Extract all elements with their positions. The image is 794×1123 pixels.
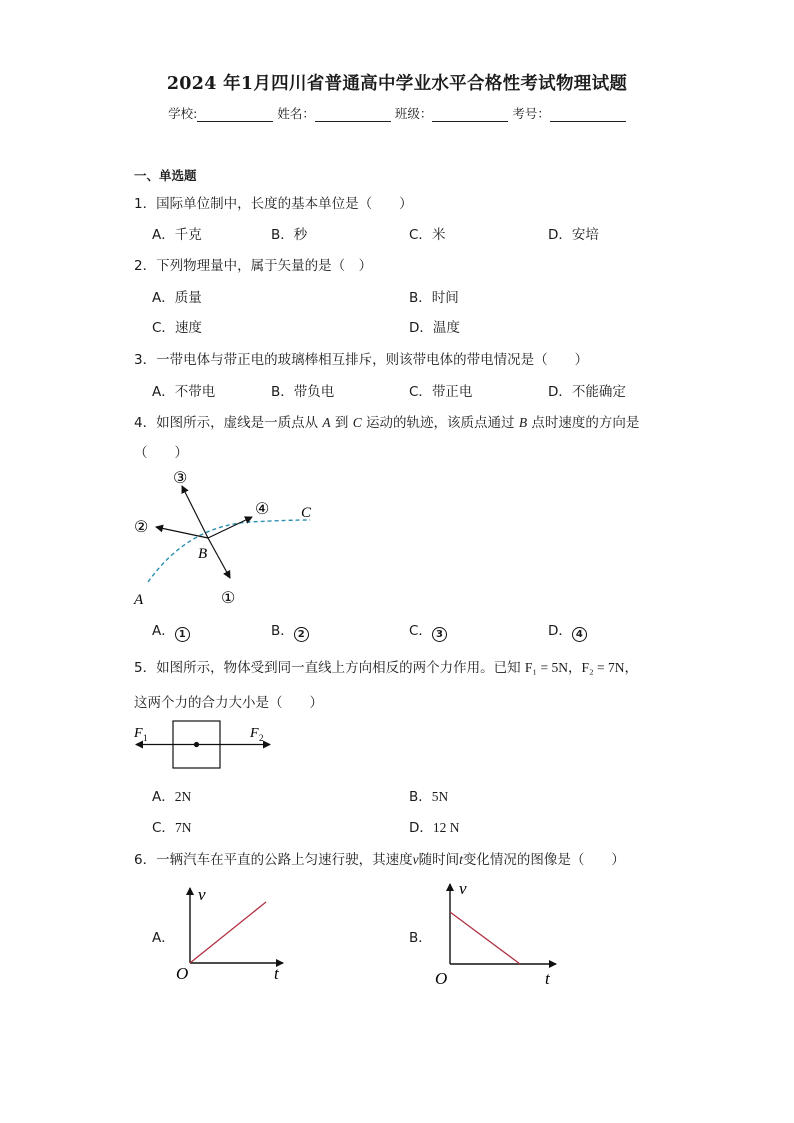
q4-option-a[interactable]: A． 1 — [152, 619, 190, 642]
q1-option-c[interactable]: C．米 — [409, 227, 446, 243]
axis-label-t: t — [274, 964, 279, 983]
q2-option-b[interactable]: B．时间 — [409, 290, 459, 306]
q5-option-d[interactable]: D．12 N — [409, 820, 460, 836]
page-title: 2024 年1月四川省普通高中学业水平合格性考试物理试题 — [166, 74, 628, 94]
q6-graph-a[interactable] — [170, 880, 290, 990]
label-a: A — [134, 592, 144, 608]
question-4-stem-line2: （ ） — [134, 445, 188, 461]
exam-no-blank[interactable] — [550, 107, 626, 122]
q4-option-b[interactable]: B． 2 — [271, 619, 309, 642]
label-f2-sub: 2 — [259, 733, 264, 743]
q3-option-c[interactable]: C．带正电 — [409, 384, 473, 400]
question-3-stem: 3．一带电体与带正电的玻璃棒相互排斥，则该带电体的带电情况是（ ） — [134, 352, 589, 368]
q3-option-b[interactable]: B．带负电 — [271, 384, 335, 400]
q6-option-b[interactable]: B． — [409, 930, 432, 946]
arrow-3 — [182, 486, 208, 538]
q4-option-c[interactable]: C． 3 — [409, 619, 447, 642]
q4-trajectory-figure — [128, 464, 328, 610]
name-label: 姓名： — [277, 106, 315, 121]
school-label: 学校: — [168, 106, 198, 121]
arrow-2 — [156, 527, 208, 538]
question-number: 1． — [134, 196, 157, 212]
q3-option-a[interactable]: A．不带电 — [152, 384, 216, 400]
question-6-stem: 6．一辆汽车在平直的公路上匀速行驶，其速度v随时间t变化情况的图像是（ ） — [134, 852, 625, 868]
question-2-stem: 2．下列物理量中，属于矢量的是（ ） — [134, 258, 373, 274]
q6-option-a[interactable]: A． — [152, 930, 175, 946]
question-5-stem: 5．如图所示，物体受到同一直线上方向相反的两个力作用。已知 F₁ = 5N，F₂ = 7N， — [134, 660, 639, 676]
question-1-stem: 1．国际单位制中，长度的基本单位是（ ） — [134, 196, 413, 212]
q2-option-c[interactable]: C．速度 — [152, 320, 202, 336]
q5-option-b[interactable]: B．5N — [409, 789, 449, 805]
q1-option-a[interactable]: A．千克 — [152, 227, 202, 243]
arrow-4 — [208, 517, 252, 538]
q5-option-a[interactable]: A．2N — [152, 789, 192, 805]
q2-option-d[interactable]: D．温度 — [409, 320, 460, 336]
question-number: 4． — [134, 415, 157, 431]
question-4-stem: 4．如图所示，虚线是一质点从 A 到 C 运动的轨迹，该质点通过 B 点时速度的方向是 — [134, 415, 640, 431]
question-number: 2． — [134, 258, 157, 274]
label-f2: F — [250, 726, 259, 741]
name-blank[interactable] — [315, 107, 391, 122]
class-label: 班级： — [394, 106, 433, 121]
student-info-row — [0, 104, 794, 122]
label-arrow-3: ③ — [173, 470, 188, 487]
label-b: B — [198, 546, 208, 562]
q1-option-d[interactable]: D．安培 — [548, 227, 599, 243]
section-title: 一、单选题 — [134, 168, 197, 183]
q2-option-a[interactable]: A．质量 — [152, 290, 202, 306]
label-arrow-2: ② — [134, 519, 149, 536]
label-c: C — [301, 505, 312, 521]
q1-option-b[interactable]: B．秒 — [271, 227, 308, 243]
origin-label: O — [435, 969, 448, 988]
question-number: 5． — [134, 660, 157, 676]
axis-label-t: t — [545, 969, 550, 988]
q5-option-c[interactable]: C．7N — [152, 820, 192, 836]
f1-equation: F₁ = 5N — [524, 660, 568, 675]
trajectory-curve — [148, 520, 310, 582]
axis-label-v: v — [459, 879, 467, 898]
label-arrow-4: ④ — [255, 501, 270, 518]
question-number: 6． — [134, 852, 157, 868]
q5-force-figure — [130, 716, 280, 776]
exam-no-label: 考号： — [512, 106, 550, 121]
question-number: 3． — [134, 352, 157, 368]
arrow-1 — [208, 538, 230, 578]
f2-equation: F₂ = 7N — [581, 660, 625, 675]
label-f1-sub: 1 — [143, 733, 148, 743]
school-blank[interactable] — [197, 107, 273, 122]
q3-option-d[interactable]: D．不能确定 — [548, 384, 626, 400]
axis-label-v: v — [198, 885, 206, 904]
class-blank[interactable] — [432, 107, 508, 122]
origin-label: O — [176, 964, 189, 983]
increasing-line — [190, 902, 266, 963]
decreasing-line — [450, 912, 520, 964]
q4-option-d[interactable]: D． 4 — [548, 619, 587, 642]
q6-graph-b[interactable] — [428, 876, 564, 992]
label-arrow-1: ① — [221, 590, 236, 607]
question-5-stem-line2: 这两个力的合力大小是（ ） — [134, 695, 323, 711]
label-f1: F — [134, 726, 143, 741]
